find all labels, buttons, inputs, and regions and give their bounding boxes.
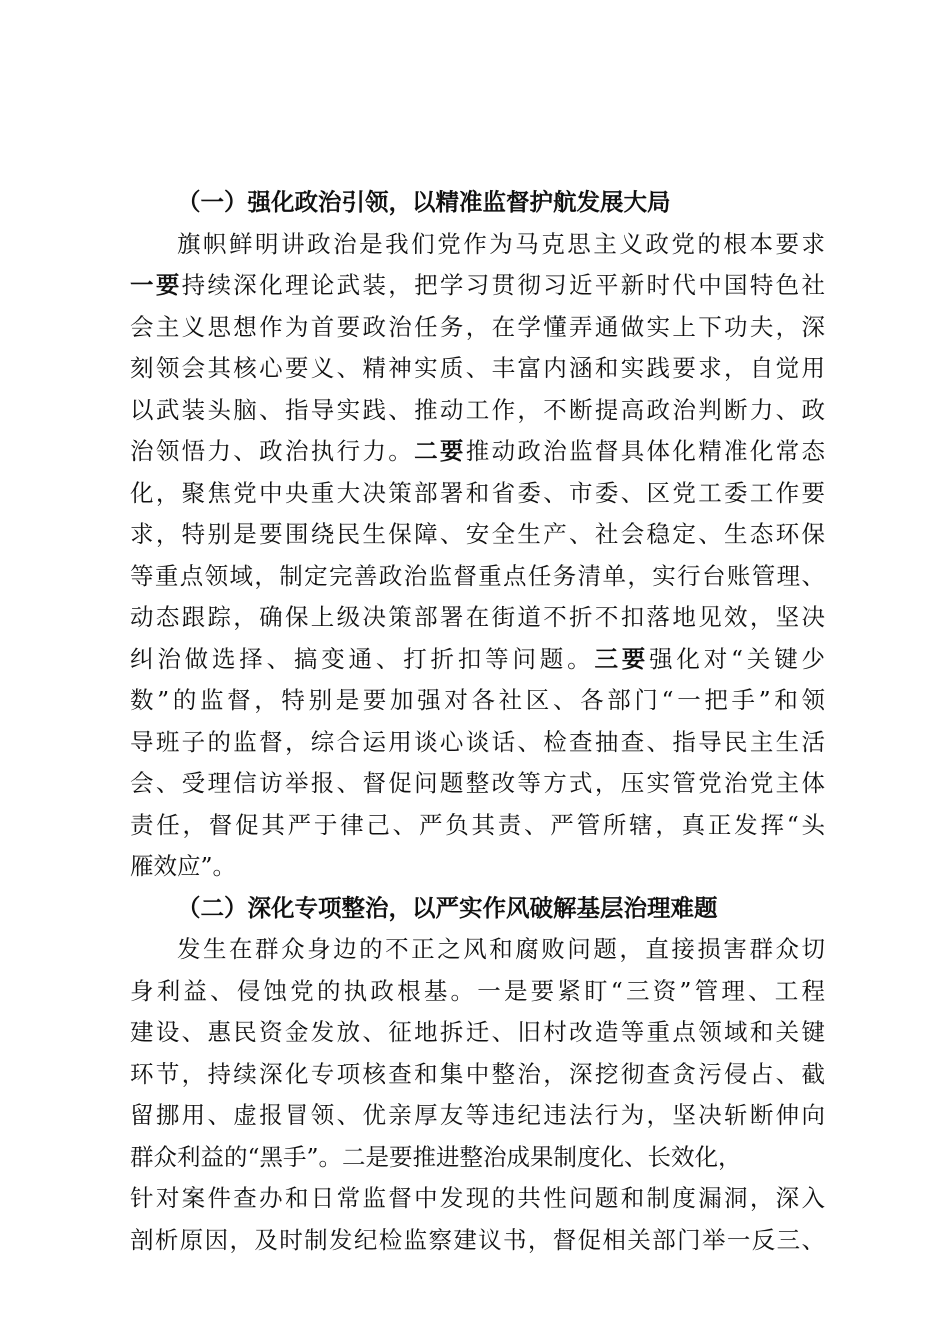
paragraph-line [130, 846, 825, 888]
line-text: 群众利益的“黑手”。二是要推进整治成果制度化、长效化， [130, 1142, 742, 1171]
line-text: 化，聚焦党中央重大决策部署和省委、市委、区党工委工作要 [130, 478, 825, 507]
paragraph-line [130, 556, 825, 598]
line-text: 动态跟踪，确保上级决策部署在街道不折不扣落地见效，坚决 [130, 603, 825, 631]
paragraph-line [130, 1220, 825, 1262]
paragraph-line [130, 473, 825, 515]
paragraph-line [130, 224, 825, 266]
paragraph-line [130, 390, 825, 432]
line-text: 旗帜鲜明讲政治是我们党作为马克思主义政党的根本要求 [177, 229, 825, 258]
paragraph-line [130, 597, 825, 639]
line-text: 环节，持续深化专项核查和集中整治，深挖彻查贪污侵占、截 [130, 1059, 825, 1088]
paragraph-line [130, 1012, 825, 1054]
line-text: 以武装头脑、指导实践、推动工作，不断提高政治判断力、政 [130, 395, 825, 424]
line-text: 剖析原因，及时制发纪检监察建议书，督促相关部门举一反三、 [130, 1225, 825, 1254]
line-text: 责任，督促其严于律己、严负其责、严管所辖，真正发挥“头 [130, 810, 825, 839]
line-text: 刻领会其核心要义、精神实质、丰富内涵和实践要求，自觉用 [130, 354, 825, 382]
line-text: 持续深化理论武装，把学习贯彻习近平新时代中国特色社 [181, 271, 825, 299]
line-text: 等重点领域，制定完善政治监督重点任务清单，实行台账管理、 [130, 561, 825, 590]
line-text: 会主义思想作为首要政治任务，在学懂弄通做实上下功夫，深 [130, 312, 825, 341]
bold-keyword: 一要 [130, 271, 182, 299]
line-text: 会、受理信访举报、督促问题整改等方式，压实管党治党主体 [130, 769, 825, 797]
document-body [130, 182, 825, 1261]
line-text: 强化对“关键少 [649, 644, 825, 673]
line-text: 纠治做选择、搞变通、打折扣等问题。 [130, 644, 595, 673]
section-1-heading: （一）强化政治引领，以精准监督护航发展大局 [177, 188, 671, 216]
line-text: 留挪用、虚报冒领、优亲厚友等违纪违法行为，坚决斩断伸向 [130, 1101, 825, 1129]
paragraph-line [130, 929, 825, 971]
paragraph-line [130, 1137, 825, 1179]
section-1-body [130, 224, 825, 888]
paragraph-line [130, 805, 825, 847]
paragraph-line [130, 1095, 825, 1137]
paragraph-line [130, 722, 825, 764]
line-text: 身利益、侵蚀党的执政根基。一是要紧盯“三资”管理、工程 [130, 976, 825, 1005]
line-text: 导班子的监督，综合运用谈心谈话、检查抽查、指导民主生活 [130, 727, 825, 756]
paragraph-line [130, 1178, 825, 1220]
section-2-heading: （二）深化专项整治，以严实作风破解基层治理难题 [177, 893, 718, 922]
paragraph-line [130, 680, 825, 722]
line-text: 治领悟力、政治执行力。 [130, 437, 415, 465]
line-text: 推动政治监督具体化精准化常态 [465, 437, 825, 465]
paragraph-line [130, 971, 825, 1013]
paragraph-line [130, 265, 825, 307]
paragraph-line [130, 639, 825, 681]
paragraph-line [130, 431, 825, 473]
line-text: 发生在群众身边的不正之风和腐败问题，直接损害群众切 [177, 935, 825, 963]
bold-keyword: 三要 [594, 644, 650, 673]
paragraph-line [130, 514, 825, 556]
line-text: 针对案件查办和日常监督中发现的共性问题和制度漏洞，深入 [130, 1184, 825, 1212]
paragraph-line [130, 307, 825, 349]
section-2-body [130, 929, 825, 1261]
paragraph-line [130, 348, 825, 390]
line-text: 求，特别是要围绕民生保障、安全生产、社会稳定、生态环保 [130, 520, 825, 548]
paragraph-line [130, 1054, 825, 1096]
line-text: 数”的监督，特别是要加强对各社区、各部门“一把手”和领 [130, 686, 825, 714]
paragraph-line [130, 763, 825, 805]
line-text: 雁效应”。 [130, 852, 237, 880]
line-text: 建设、惠民资金发放、征地拆迁、旧村改造等重点领域和关键 [130, 1018, 825, 1046]
bold-keyword: 二要 [414, 437, 466, 465]
